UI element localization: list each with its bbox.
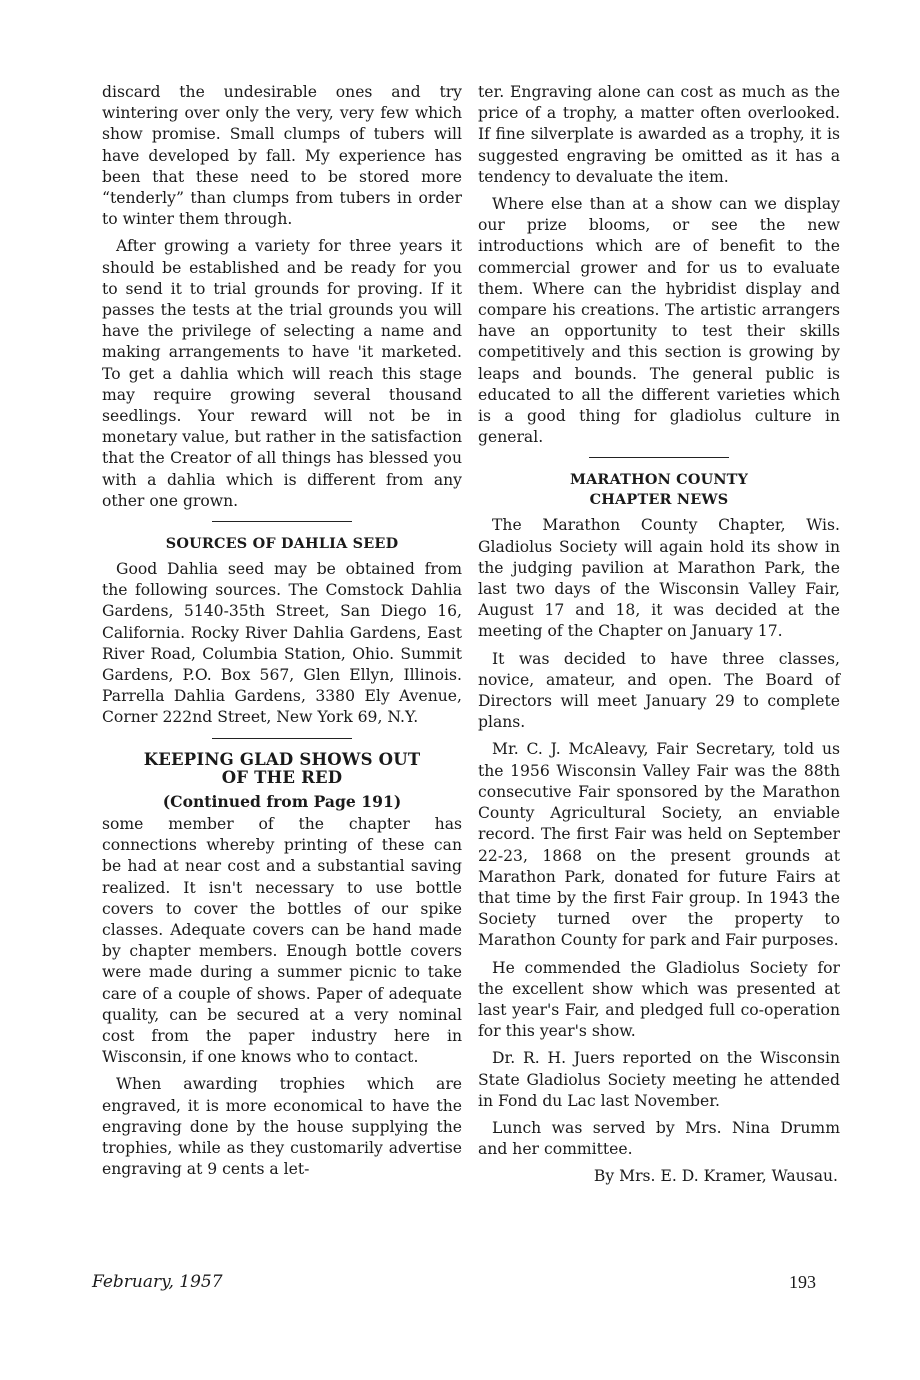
- heading-keeping-glad-shows: [102, 751, 462, 787]
- paragraph-wintering-tubers: discard the undesirable ones and try wintering over only the very, very few which show promise. Small clumps of tubers will have developed by fall. My experience has been that these need to be stored more “tenderly” than clumps from tubers in order to winter them through.: [102, 83, 462, 229]
- paragraph-state-meeting: Dr. R. H. Juers reported on the Wisconsin State Gladiolus Society meeting he attended in Fond du Lac last November.: [478, 1049, 840, 1110]
- heading-line-2: OF THE RED: [221, 767, 343, 787]
- continued-from-note: (Continued from Page 191): [162, 791, 402, 811]
- paragraph-lunch: Lunch was served by Mrs. Nina Drumm and her committee.: [478, 1118, 840, 1159]
- paragraph-fair-history: Mr. C. J. McAleavy, Fair Secretary, told us the 1956 Wisconsin Valley Fair was the 88th consecutive Fair sponsored by the Marathon County Agricultural Society, an enviable record. The first Fair was held on September 22-23, 1868 on the present grounds at Marathon Park, donated for future Fairs at that time by the first Fair group. In 1943 the Society turned over the property to Marathon County for park and Fair purposes.: [478, 740, 840, 950]
- section-divider: [212, 738, 352, 739]
- heading-line-1: MARATHON COUNTY: [569, 471, 749, 489]
- paragraph-show-announcement: The Marathon County Chapter, Wis. Gladiolus Society will again hold its show in the judging pavilion at Marathon Park, the last two days of the Wisconsin Valley Fair, August 17 and 18, it was decided at the meeting of the Chapter on January 17.: [478, 516, 840, 641]
- heading-marathon-county-chapter-news: [478, 470, 840, 510]
- paragraph-commendation: He commended the Gladiolus Society for the excellent show which was presented at last year's Fair, and pledged full co-operation for this year's show.: [478, 958, 840, 1041]
- paragraph-show-display: Where else than at a show can we display our prize blooms, or see the new introductions which are of benefit to the commercial grower and for us to evaluate them. Where can the hybridist display and compare his creations. The artistic arrangers have an opportunity to test their skills competitively and this section is growing by leaps and bounds. The general public is educated to all the different varieties which is a good thing for gladiolus culture in general.: [478, 195, 840, 447]
- byline: By Mrs. E. D. Kramer, Wausau.: [593, 1167, 838, 1186]
- paragraph-engraving-cost: ter. Engraving alone can cost as much as the price of a trophy, a matter often overlooked. If fine silverplate is awarded as a trophy, it is suggested engraving be omitted as it has a tendency to devaluate the item.: [478, 83, 840, 186]
- right-column: [478, 82, 840, 1194]
- paragraph-seed-sources: Good Dahlia seed may be obtained from the following sources. The Comstock Dahlia Gardens, 5140-35th Street, San Diego 16, California. Rocky River Dahlia Gardens, East River Road, Columbia Station, Ohio. Summit Gardens, P.O. Box 567, Glen Ellyn, Illinois. Parrella Dahlia Gardens, 3380 Ely Avenue, Corner 222nd Street, New York 69, N.Y.: [102, 560, 462, 727]
- paragraph-trophies: When awarding trophies which are engraved, it is more economical to have the engraving done by the house supplying the trophies, while as they customarily advertise engraving at 9 cents a let-: [102, 1075, 462, 1179]
- section-divider: [212, 521, 352, 522]
- paragraph-classes: It was decided to have three classes, novice, amateur, and open. The Board of Directors will meet January 29 to complete plans.: [478, 649, 840, 732]
- heading-line-2: CHAPTER NEWS: [589, 491, 729, 509]
- paragraph-bottle-covers: some member of the chapter has connections whereby printing of these can be had at near cost and a substantial saving realized. It isn't necessary to use bottle covers to cover the bottles of our spike classes. Adequate covers can be hand made by chapter members. Enough bottle covers were made during a summer picnic to take care of a couple of shows. Paper of adequate quality, can be secured at a very nominal cost from the paper industry here in Wisconsin, if one knows who to contact.: [102, 814, 462, 1067]
- heading-line-1: KEEPING GLAD SHOWS OUT: [143, 749, 421, 769]
- paragraph-trial-grounds: After growing a variety for three years it should be established and be ready for you to send it to trial grounds for proving. If it passes the tests at the trial grounds you will have the privilege of selecting a name and making arrangements to have 'it marketed. To get a dahlia which will reach this stage may require growing several thousand seedlings. Your reward will not be in monetary value, but rather in the satisfaction that the Creator of all things has blessed you with a dahlia which is different from any other one grown.: [102, 237, 462, 510]
- footer-date: February, 1957: [92, 1272, 223, 1292]
- section-divider: [589, 457, 729, 458]
- page-number: 193: [789, 1272, 816, 1292]
- heading-sources-of-dahlia-seed: SOURCES OF DAHLIA SEED: [165, 535, 399, 553]
- left-column: [102, 82, 462, 1186]
